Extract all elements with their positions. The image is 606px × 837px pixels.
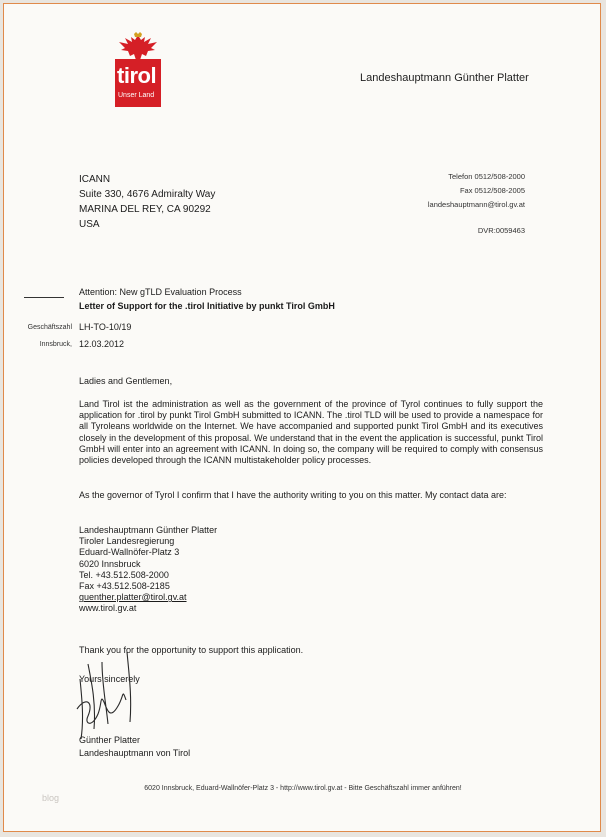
contact-block — [79, 525, 217, 615]
dvr-number: DVR:0059463 — [477, 226, 525, 235]
ref-value: LH-TO-10/19 — [79, 322, 132, 332]
sender-heading: Landeshauptmann Günther Platter — [360, 72, 529, 84]
contact-phone: Telefon 0512/508-2000 — [448, 172, 525, 181]
recipient-line: Suite 330, 4676 Admiralty Way — [79, 189, 216, 200]
signer-name: Günther Platter — [79, 735, 141, 745]
logo-word: tirol — [117, 63, 157, 88]
recipient-line: USA — [79, 219, 100, 230]
contact-block-line: Eduard-Wallnöfer-Platz 3 — [79, 547, 180, 558]
contact-block-line: Tiroler Landesregierung — [79, 536, 175, 547]
thanks-line: Thank you for the opportunity to support this application. — [79, 645, 304, 655]
footer-address: 6020 Innsbruck, Eduard-Wallnöfer-Platz 3 - http://www.tirol.gv.at - Bitte Geschäftszahl immer anführen! — [144, 785, 462, 792]
watermark: blog — [42, 793, 60, 803]
contact-block-line: 6020 Innsbruck — [79, 558, 141, 569]
ref-label: Geschäftszahl — [27, 324, 72, 331]
logo-box — [115, 59, 161, 107]
recipient-line: MARINA DEL REY, CA 90292 — [79, 204, 211, 215]
contact-block-line: Tel. +43.512.508-2000 — [79, 569, 169, 580]
tirol-logo — [115, 32, 161, 108]
recipient-line: ICANN — [79, 174, 111, 185]
closing-line: Yours sincerely — [79, 674, 140, 684]
letter-page — [3, 3, 601, 832]
contact-fax: Fax 0512/508-2005 — [459, 186, 525, 195]
attention-line: Attention: New gTLD Evaluation Process — [79, 287, 242, 297]
contact-email: landeshauptmann@tirol.gv.at — [427, 200, 525, 209]
signature-icon — [72, 644, 152, 744]
subject-line: Letter of Support for the .tirol Initiative by punkt Tirol GmbH — [79, 301, 335, 311]
contact-block-line: Fax +43.512.508-2185 — [79, 581, 170, 592]
contact-block-line: Landeshauptmann Günther Platter — [79, 525, 218, 535]
salutation: Ladies and Gentlemen, — [79, 376, 173, 386]
paragraph-support: Land Tirol ist the administration as well as the government of the province of Tyrol continues to fully support the application for .tirol by punkt Tirol GmbH submitted to ICANN. The .tirol TLD will be used to provide a namespace for all Tyroleans worldwide on the Internet. We have accompanied and supported punkt Tirol GmbH and its executives closely in the development of this proposal. We understand that in the event the application is successful, punkt Tirol GmbH will enter into an agreement with ICANN. In doing so, the company will be required to comply with consensus policies developed through the ICANN multistakeholder policy processes. — [79, 399, 543, 466]
signer-title: Landeshauptmann von Tirol — [79, 748, 191, 758]
letter-date: 12.03.2012 — [79, 339, 125, 349]
website-link[interactable]: www.tirol.gv.at — [79, 603, 137, 614]
place-label: Innsbruck, — [39, 341, 72, 348]
eagle-icon — [115, 32, 161, 62]
email-link[interactable]: guenther.platter@tirol.gv.at — [79, 592, 187, 603]
logo-subtitle: Unser Land — [118, 92, 155, 99]
paragraph-authority: As the governor of Tyrol I confirm that I have the authority writing to you on this matter. My contact data are: — [79, 490, 507, 500]
fold-mark — [24, 297, 64, 298]
